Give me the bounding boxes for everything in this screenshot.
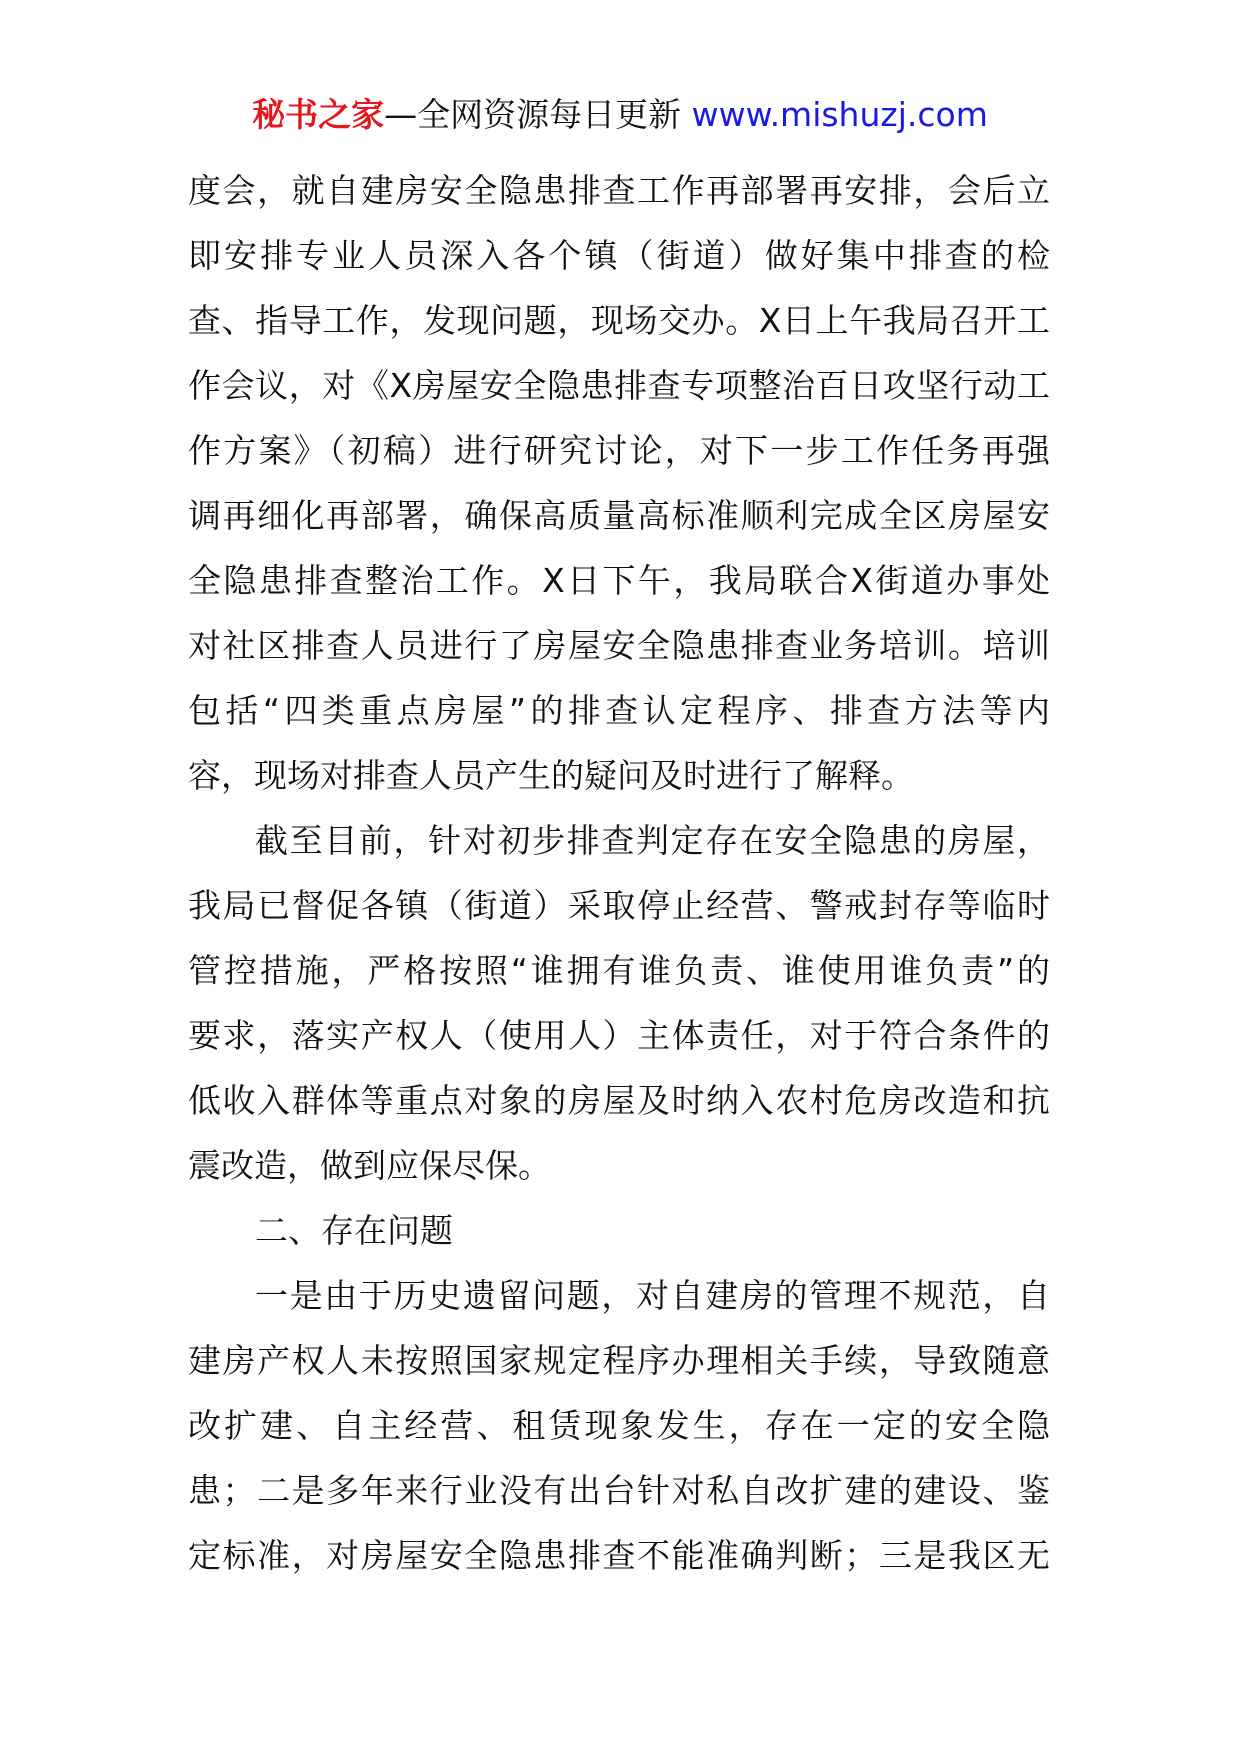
site-tagline: —全网资源每日更新 bbox=[384, 95, 682, 134]
text-line: 定标准，对房屋安全隐患排查不能准确判断；三是我区无 bbox=[188, 1536, 1050, 1575]
text-line: 要求，落实产权人（使用人）主体责任，对于符合条件的 bbox=[188, 1016, 1050, 1055]
site-header bbox=[0, 92, 1240, 138]
site-brand: 秘书之家 bbox=[252, 95, 385, 134]
section-heading: 二、存在问题 bbox=[255, 1211, 453, 1250]
text-line: 对社区排查人员进行了房屋安全隐患排查业务培训。培训 bbox=[188, 626, 1050, 665]
text-line: 管控措施，严格按照“谁拥有谁负责、谁使用谁负责”的 bbox=[188, 951, 1050, 990]
text-line: 作方案》（初稿）进行研究讨论，对下一步工作任务再强 bbox=[188, 431, 1050, 470]
text-line: 低收入群体等重点对象的房屋及时纳入农村危房改造和抗 bbox=[188, 1081, 1050, 1120]
paragraph-first-line: 一是由于历史遗留问题，对自建房的管理不规范，自 bbox=[255, 1276, 1050, 1315]
text-line: 我局已督促各镇（街道）采取停止经营、警戒封存等临时 bbox=[188, 886, 1050, 925]
text-line: 改扩建、自主经营、租赁现象发生，存在一定的安全隐 bbox=[188, 1406, 1050, 1445]
text-line: 即安排专业人员深入各个镇（街道）做好集中排查的检 bbox=[188, 236, 1050, 275]
text-line: 查、指导工作，发现问题，现场交办。X日上午我局召开工 bbox=[188, 301, 1050, 340]
paragraph-first-line: 截至目前，针对初步排查判定存在安全隐患的房屋， bbox=[255, 821, 1050, 860]
text-line: 震改造，做到应保尽保。 bbox=[188, 1146, 551, 1185]
text-line: 调再细化再部署，确保高质量高标准顺利完成全区房屋安 bbox=[188, 496, 1050, 535]
text-line: 全隐患排查整治工作。X日下午，我局联合X街道办事处 bbox=[188, 561, 1050, 600]
text-line: 患；二是多年来行业没有出台针对私自改扩建的建设、鉴 bbox=[188, 1471, 1050, 1510]
text-line: 度会，就自建房安全隐患排查工作再部署再安排，会后立 bbox=[188, 171, 1050, 210]
document-body bbox=[188, 158, 1050, 1588]
text-line: 作会议，对《X房屋安全隐患排查专项整治百日攻坚行动工 bbox=[188, 366, 1050, 405]
site-url-link[interactable]: www.mishuzj.com bbox=[691, 95, 988, 134]
text-line: 容，现场对排查人员产生的疑问及时进行了解释。 bbox=[188, 756, 914, 795]
text-line: 建房产权人未按照国家规定程序办理相关手续，导致随意 bbox=[188, 1341, 1050, 1380]
text-line: 包括“四类重点房屋”的排查认定程序、排查方法等内 bbox=[188, 691, 1050, 730]
